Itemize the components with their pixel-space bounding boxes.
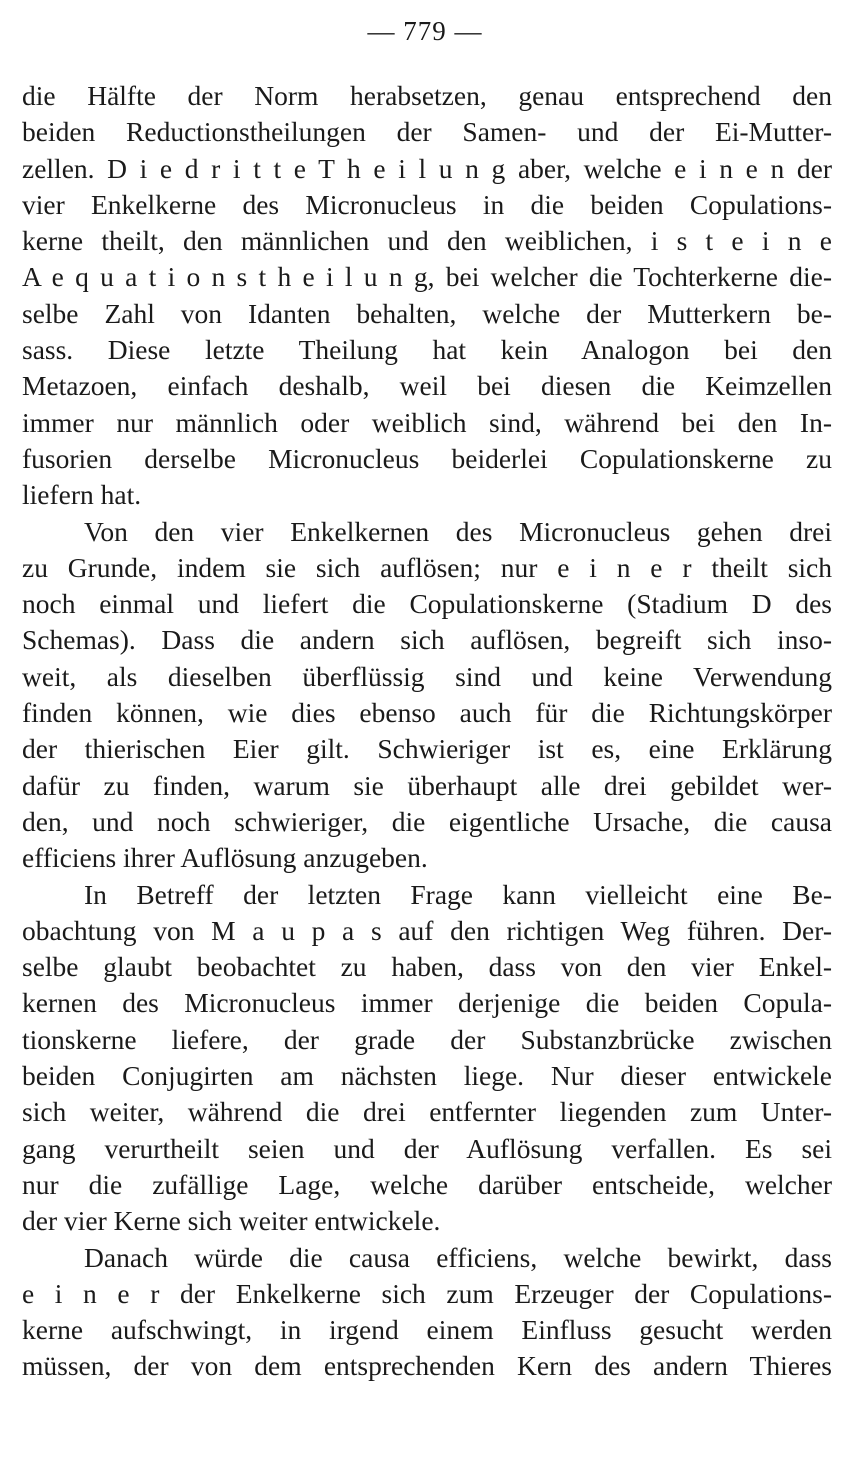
text-line: beiden Conjugirten am nächsten liege. Nur dieser entwickele bbox=[22, 1060, 832, 1092]
text-line: die Hälfte der Norm herabsetzen, genau entsprechend den bbox=[22, 80, 832, 111]
text-line: tionskerne liefere, der grade der Substanzbrücke zwischen bbox=[22, 1023, 832, 1055]
text-line: der thierischen Eier gilt. Schwieriger ist es, eine Erklärung bbox=[22, 733, 832, 765]
text-line: liefern hat. bbox=[22, 479, 142, 511]
text-line: beiden Reductionstheilungen der Samen- und der Ei-Mutter- bbox=[22, 116, 832, 148]
text-line: müssen, der von dem entsprechenden Kern des andern Thieres bbox=[22, 1350, 832, 1382]
text-line: obachtung von M a u p a s auf den richtigen Weg führen. Der- bbox=[22, 914, 832, 946]
text-line: fusorien derselbe Micronucleus beiderlei Copulationskerne zu bbox=[22, 442, 832, 474]
text-line: efficiens ihrer Auflösung anzugeben. bbox=[22, 842, 428, 874]
text-line: kerne aufschwingt, in irgend einem Einfluss gesucht werden bbox=[22, 1314, 832, 1346]
text-line: der vier Kerne sich weiter entwickele. bbox=[22, 1205, 441, 1237]
text-line: zellen. D i e d r i t t e T h e i l u n g aber, welche e i n e n der bbox=[22, 152, 832, 184]
body-text bbox=[22, 78, 832, 1385]
text-line: Danach würde die causa efficiens, welche bewirkt, dass bbox=[84, 1241, 832, 1273]
text-line: Metazoen, einfach deshalb, weil bei diesen die Keimzellen bbox=[22, 370, 832, 402]
text-line: gang verurtheilt seien und der Auflösung verfallen. Es sei bbox=[22, 1132, 832, 1164]
text-line: noch einmal und liefert die Copulationskerne (Stadium D des bbox=[22, 588, 832, 620]
text-line: kerne theilt, den männlichen und den weiblichen, i s t e i n e bbox=[22, 225, 832, 257]
text-line: selbe glaubt beobachtet zu haben, dass von den vier Enkel- bbox=[22, 951, 832, 983]
text-line: den, und noch schwieriger, die eigentliche Ursache, die causa bbox=[22, 805, 832, 837]
text-line: zu Grunde, indem sie sich auflösen; nur e i n e r theilt sich bbox=[22, 551, 832, 583]
text-line: sich weiter, während die drei entfernter liegenden zum Unter- bbox=[22, 1096, 832, 1128]
text-line: weit, als dieselben überflüssig sind und keine Verwendung bbox=[22, 660, 832, 692]
text-line: dafür zu finden, warum sie überhaupt alle drei gebildet wer- bbox=[22, 769, 832, 801]
text-line: In Betreff der letzten Frage kann vielleicht eine Be- bbox=[84, 878, 832, 910]
text-line: Schemas). Dass die andern sich auflösen, begreift sich inso- bbox=[22, 624, 832, 656]
text-line: nur die zufällige Lage, welche darüber entscheide, welcher bbox=[22, 1168, 832, 1200]
text-line: e i n e r der Enkelkerne sich zum Erzeuger der Copulations- bbox=[22, 1277, 832, 1309]
text-line: selbe Zahl von Idanten behalten, welche der Mutterkern be- bbox=[22, 297, 832, 329]
text-line: kernen des Micronucleus immer derjenige die beiden Copula- bbox=[22, 987, 832, 1019]
page-number: — 779 — bbox=[367, 16, 483, 46]
text-line: finden können, wie dies ebenso auch für die Richtungskörper bbox=[22, 697, 832, 729]
text-line: immer nur männlich oder weiblich sind, während bei den In- bbox=[22, 406, 832, 438]
text-line: vier Enkelkerne des Micronucleus in die beiden Copulations- bbox=[22, 188, 832, 220]
text-line: sass. Diese letzte Theilung hat kein Analogon bei den bbox=[22, 334, 832, 366]
text-line: A e q u a t i o n s t h e i l u n g, bei welcher die Tochterkerne die- bbox=[22, 261, 832, 293]
text-line: Von den vier Enkelkernen des Micronucleus gehen drei bbox=[84, 515, 832, 547]
